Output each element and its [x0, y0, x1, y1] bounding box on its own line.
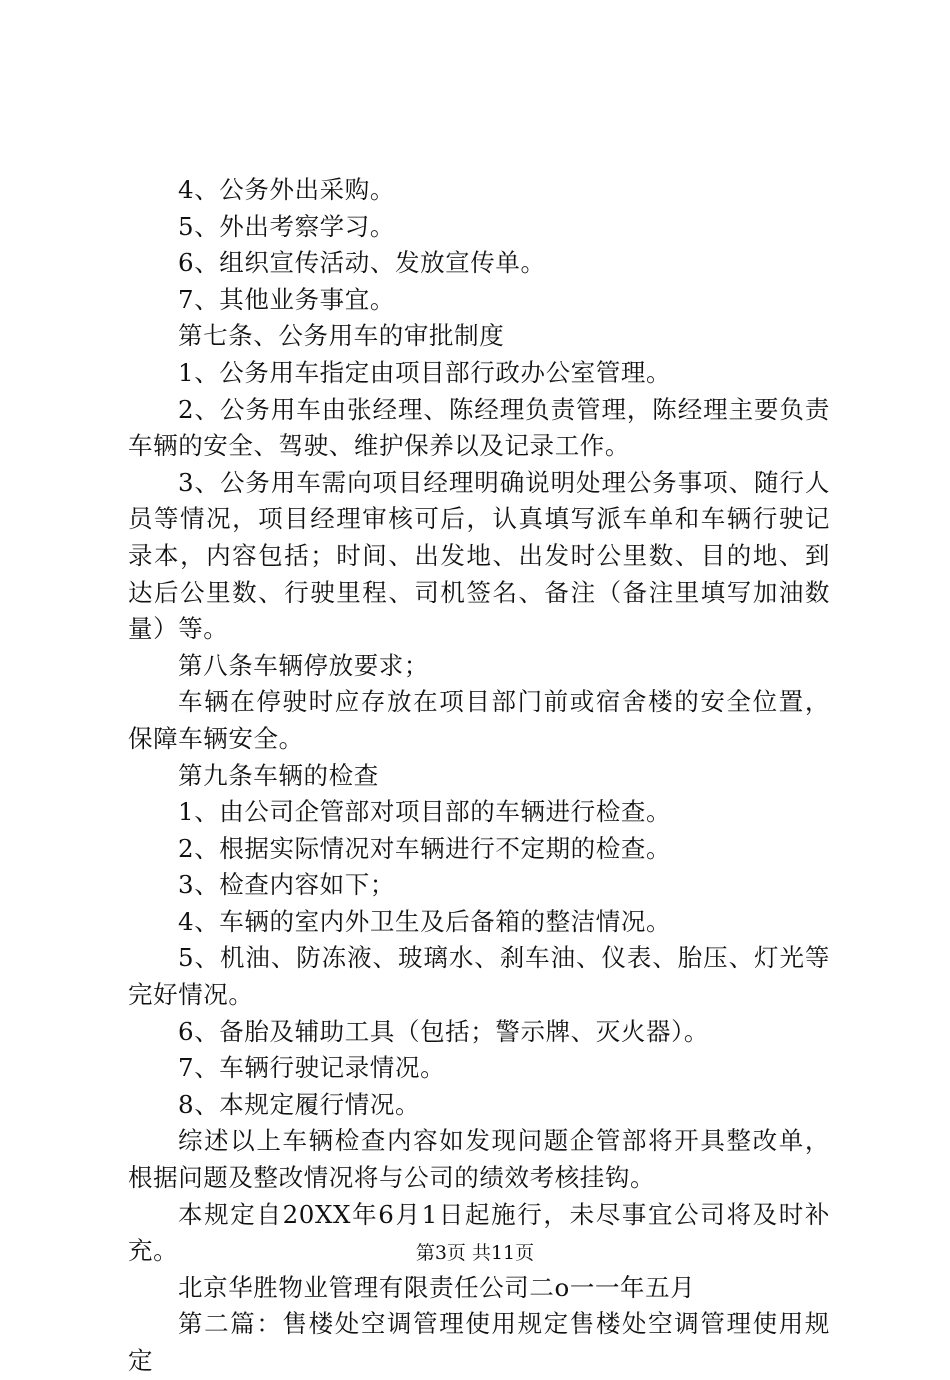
paragraph: 2、公务用车由张经理、陈经理负责管理，陈经理主要负责车辆的安全、驾驶、维护保养以及记录工作。 [128, 394, 830, 461]
paragraph: 1、由公司企管部对项目部的车辆进行检查。 [178, 797, 672, 827]
paragraph: 4、公务外出采购。 [178, 175, 395, 204]
paragraph: 本规定自20XX年6月1日起施行，未尽事宜公司将及时补充。 [128, 1199, 830, 1266]
paragraph: 8、本规定履行情况。 [178, 1089, 421, 1119]
paragraph: 车辆在停驶时应存放在项目部门前或宿舍楼的安全位置，保障车辆安全。 [128, 687, 830, 753]
paragraph: 综述以上车辆检查内容如发现问题企管部将开具整改单，根据问题及整改情况将与公司的绩效考核挂钩。 [128, 1126, 830, 1193]
page-footer: 第3页 共11页 [415, 1242, 535, 1264]
signature-line: 北京华胜物业管理有限责任公司二o一一年五月 [178, 1272, 696, 1302]
chapter-heading: 第二篇：售楼处空调管理使用规定售楼处空调管理使用规定 [128, 1309, 830, 1375]
paragraph: 5、外出考察学习。 [178, 211, 395, 241]
document-body [128, 172, 830, 1380]
paragraph: 7、车辆行驶记录情况。 [178, 1053, 446, 1083]
paragraph: 4、车辆的室内外卫生及后备箱的整洁情况。 [178, 906, 672, 936]
paragraph: 3、检查内容如下； [178, 870, 395, 900]
paragraph: 1、公务用车指定由项目部行政办公室管理。 [178, 357, 672, 387]
section-heading: 第七条、公务用车的审批制度 [178, 321, 505, 351]
section-heading: 第八条车辆停放要求； [178, 650, 429, 680]
paragraph: 6、组织宣传活动、发放宣传单。 [178, 248, 546, 278]
paragraph: 7、其他业务事宜。 [178, 284, 395, 314]
section-heading: 第九条车辆的检查 [178, 760, 379, 790]
paragraph: 5、机油、防冻液、玻璃水、刹车油、仪表、胎压、灯光等完好情况。 [128, 943, 830, 1010]
paragraph: 3、公务用车需向项目经理明确说明处理公务事项、随行人员等情况，项目经理审核可后，认真填写派车单和车辆行驶记录本，内容包括；时间、出发地、出发时公里数、目的地、到达后公里数、行驶里程、司机签名、备注（备注里填写加油数量）等。 [128, 467, 830, 644]
paragraph: 2、根据实际情况对车辆进行不定期的检查。 [178, 833, 672, 863]
paragraph: 6、备胎及辅助工具（包括；警示牌、灭火器）。 [178, 1016, 710, 1046]
